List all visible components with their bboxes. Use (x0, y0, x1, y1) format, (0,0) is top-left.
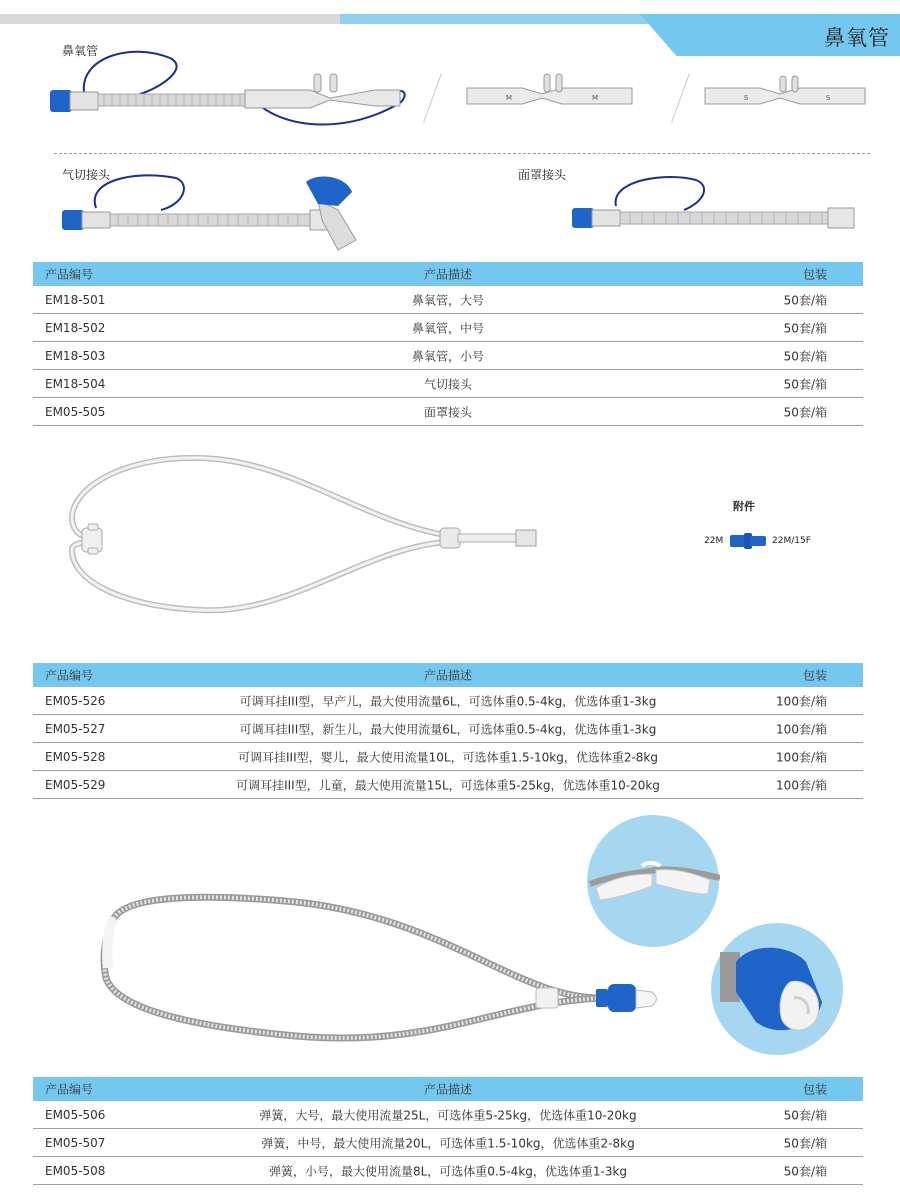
mask-connector-illustration (566, 170, 866, 240)
table-row (33, 342, 863, 370)
table-row (33, 314, 863, 342)
caption-mask-connector: 面罩接头 (518, 168, 567, 182)
accessory-left-label: 22M (704, 536, 724, 546)
cell-packaging: 50套/箱 (783, 349, 827, 363)
table-row (33, 286, 863, 314)
cell-description: 可调耳挂III型，婴儿，最大使用流量10L，可选体重1.5-10kg，优选体重2-8kg (238, 750, 658, 764)
cell-packaging: 50套/箱 (783, 1108, 827, 1122)
header-product-code: 产品编号 (45, 267, 94, 282)
zoom-circle-nasal-prongs (586, 814, 720, 948)
cell-description: 可调耳挂III型，早产儿，最大使用流量6L，可选体重0.5-4kg，优选体重1-3kg (239, 694, 657, 708)
table-row (33, 1129, 863, 1157)
cell-description: 可调耳挂III型，新生儿，最大使用流量6L，可选体重0.5-4kg，优选体重1-3kg (239, 722, 657, 736)
cell-description: 气切接头 (423, 377, 473, 391)
accessory-right-label: 22M/15F (772, 536, 811, 546)
header-product-code: 产品编号 (45, 1082, 94, 1097)
cell-code: EM05-507 (45, 1135, 106, 1150)
divider-slash (671, 73, 690, 122)
ear-hook-cannula-illustration (60, 450, 550, 620)
cell-description: 弹簧，大号，最大使用流量25L，可选体重5-25kg，优选体重10-20kg (259, 1108, 637, 1122)
cell-code: EM05-528 (45, 749, 106, 764)
table-header (33, 663, 863, 687)
cell-description: 鼻氧管，小号 (411, 349, 485, 363)
table-header (33, 1077, 863, 1101)
table-row (33, 715, 863, 743)
nasal-cannula-illustration (40, 48, 420, 143)
cell-packaging: 100套/箱 (776, 694, 827, 708)
cell-code: EM18-503 (45, 348, 106, 363)
cell-description: 弹簧，中号，最大使用流量20L，可选体重1.5-10kg，优选体重2-8kg (261, 1136, 635, 1150)
cell-code: EM05-526 (45, 693, 106, 708)
size-s-mark-left: S (744, 94, 749, 102)
cell-code: EM18-502 (45, 320, 106, 335)
cannula-size-s-illustration (700, 70, 880, 120)
caption-nasal-cannula: 鼻氧管 (62, 44, 99, 58)
cell-code: EM05-508 (45, 1163, 106, 1178)
cell-description: 面罩接头 (423, 405, 473, 419)
caption-tracheostomy-connector: 气切接头 (62, 168, 111, 182)
cell-code: EM18-504 (45, 376, 106, 391)
header-product-description: 产品描述 (423, 1082, 473, 1097)
cell-packaging: 50套/箱 (783, 1136, 827, 1150)
cell-code: EM05-529 (45, 777, 106, 792)
page-title: 鼻氧管 (824, 26, 890, 50)
cell-description: 弹簧，小号，最大使用流量8L，可选体重0.5-4kg，优选体重1-3kg (268, 1164, 628, 1178)
cell-code: EM05-527 (45, 721, 106, 736)
cell-packaging: 100套/箱 (776, 750, 827, 764)
cell-description: 鼻氧管，大号 (411, 293, 485, 307)
cannula-size-m-illustration (462, 70, 642, 120)
header-packaging: 包装 (802, 668, 827, 683)
cell-description: 鼻氧管，中号 (411, 321, 485, 335)
table-row (33, 398, 863, 426)
table-row (33, 1101, 863, 1129)
product-table-2 (33, 663, 863, 799)
cell-packaging: 50套/箱 (783, 377, 827, 391)
product-table-1 (33, 262, 863, 426)
table-header (33, 262, 863, 286)
table-row (33, 370, 863, 398)
cell-code: EM18-501 (45, 292, 106, 307)
table-row (33, 771, 863, 799)
cell-packaging: 50套/箱 (783, 293, 827, 307)
table-row (33, 1157, 863, 1185)
section-divider (54, 153, 870, 154)
table-row (33, 687, 863, 715)
header-packaging: 包装 (802, 1082, 827, 1097)
product-table-3 (33, 1077, 863, 1185)
table-row (33, 743, 863, 771)
header-gray-band (0, 14, 360, 24)
cell-packaging: 50套/箱 (783, 405, 827, 419)
cell-code: EM05-506 (45, 1107, 106, 1122)
cell-packaging: 50套/箱 (783, 1164, 827, 1178)
cell-packaging: 100套/箱 (776, 722, 827, 736)
size-m-mark-left: M (506, 94, 513, 102)
cell-description: 可调耳挂III型，儿童，最大使用流量15L，可选体重5-25kg，优选体重10-20kg (236, 778, 660, 792)
size-s-mark-right: S (826, 94, 831, 102)
cell-packaging: 50套/箱 (783, 321, 827, 335)
accessory-title: 附件 (733, 500, 755, 513)
header-product-code: 产品编号 (45, 668, 94, 683)
zoom-circle-connector (710, 922, 844, 1056)
header-product-description: 产品描述 (423, 668, 473, 683)
divider-slash (423, 73, 442, 122)
tracheostomy-connector-illustration (56, 170, 376, 255)
cell-code: EM05-505 (45, 404, 106, 419)
header-packaging: 包装 (802, 267, 827, 282)
accessory-connector-illustration (728, 531, 768, 551)
header-product-description: 产品描述 (423, 267, 473, 282)
cell-packaging: 100套/箱 (776, 778, 827, 792)
size-m-mark-right: M (592, 94, 599, 102)
